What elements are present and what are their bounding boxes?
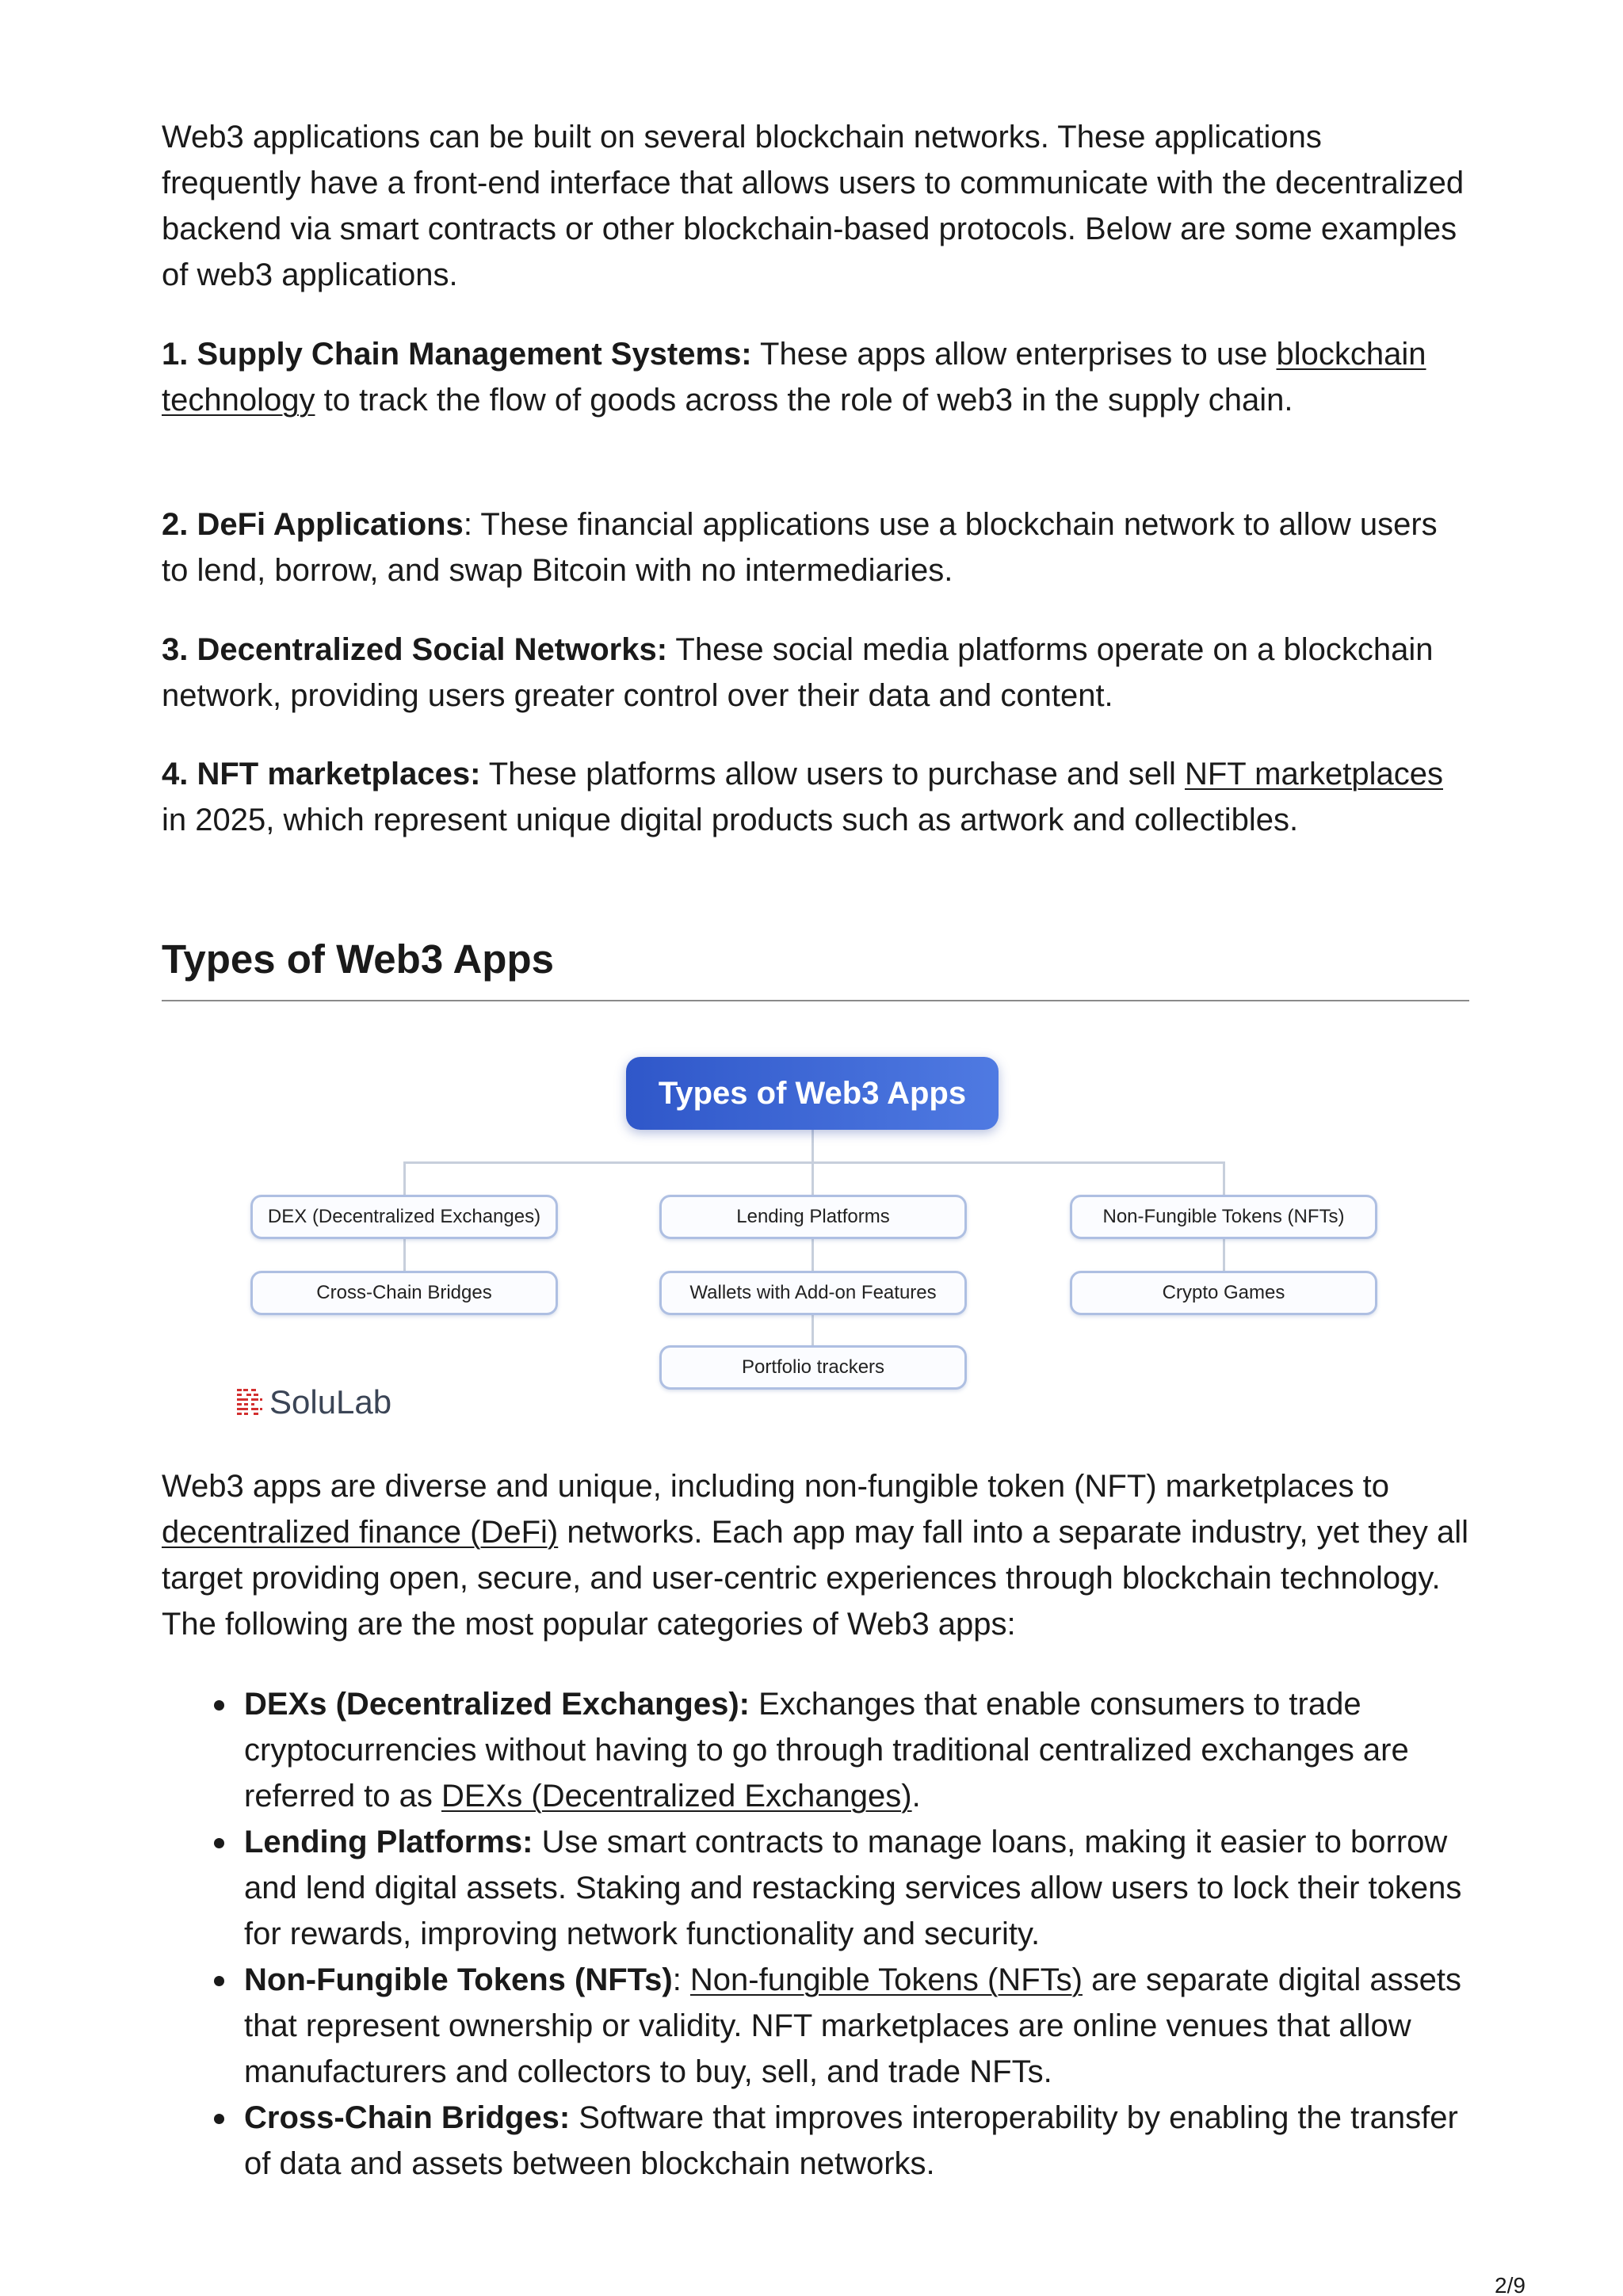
bullet-icon xyxy=(214,2114,224,2124)
example-title: 1. Supply Chain Management Systems: xyxy=(162,337,752,372)
node-nfts: Non-Fungible Tokens (NFTs) xyxy=(1070,1195,1377,1239)
bullet-icon xyxy=(214,1838,224,1848)
example-text: These apps allow enterprises to use xyxy=(751,337,1277,372)
node-portfolio-trackers: Portfolio trackers xyxy=(659,1345,967,1390)
example-text: in 2025, which represent unique digital products such as artwork and collectibles. xyxy=(162,803,1299,837)
category-title: Non-Fungible Tokens (NFTs) xyxy=(244,1962,673,1997)
dexs-link[interactable]: DEXs (Decentralized Exchanges) xyxy=(441,1779,912,1814)
list-item xyxy=(244,1957,1469,2095)
connector-line xyxy=(812,1315,814,1345)
example-text: : These financial applications use a blockchain network to allow users to lend, borrow, and swap Bitcoin with no intermediaries. xyxy=(162,507,1438,588)
paragraph-text: networks. Each app may fall into a separate industry, yet they all target providing open, secure, and user-centric experiences through blockchain technology. The following are the most popular categories of Web3 apps: xyxy=(162,1515,1468,1642)
nfts-link[interactable]: Non-fungible Tokens (NFTs) xyxy=(689,1962,1083,1997)
connector-line xyxy=(403,1161,1224,1164)
node-cross-chain-bridges: Cross-Chain Bridges xyxy=(250,1271,558,1315)
connector-line xyxy=(1223,1161,1225,1195)
solulab-logo xyxy=(236,1383,391,1421)
category-text: . xyxy=(911,1779,921,1814)
defi-link[interactable]: decentralized finance (DeFi) xyxy=(162,1515,559,1550)
category-text: Software that improves interoperability by enabling the transfer of data and assets between blockchain networks. xyxy=(244,2100,1458,2181)
category-title: Lending Platforms: xyxy=(244,1825,533,1859)
page-number: 2/9 xyxy=(1495,2273,1526,2296)
example-defi xyxy=(162,502,1469,593)
connector-line xyxy=(1223,1239,1225,1271)
node-wallets: Wallets with Add-on Features xyxy=(659,1271,967,1315)
blockchain-technology-link[interactable]: blockchain technology xyxy=(162,337,1426,418)
example-nft xyxy=(162,751,1469,843)
bullet-icon xyxy=(214,1700,224,1711)
paragraph-text: Web3 apps are diverse and unique, including non-fungible token (NFT) marketplaces to xyxy=(162,1469,1390,1504)
connector-line xyxy=(812,1239,814,1271)
list-item xyxy=(244,1819,1469,1957)
connector-line xyxy=(403,1239,406,1271)
diagram-root-node: Types of Web3 Apps xyxy=(626,1057,999,1130)
category-title: DEXs (Decentralized Exchanges): xyxy=(244,1687,750,1722)
section-heading: Types of Web3 Apps xyxy=(162,936,554,982)
heading-divider xyxy=(162,1000,1469,1001)
example-title: 4. NFT marketplaces: xyxy=(162,757,481,791)
intro-paragraph: Web3 applications can be built on several blockchain networks. These applications frequently have a front-end interface that allows users to communicate with the decentralized backend via smart contracts or other blockchain-based protocols. Below are some examples of web3 applications. xyxy=(162,120,1465,292)
category-text: Use smart contracts to manage loans, making it easier to borrow and lend digital assets. Staking and restacking services allow users to lock their tokens for rewards, improving network functionality and security. xyxy=(244,1825,1462,1951)
example-text: These platforms allow users to purchase and sell xyxy=(480,757,1185,791)
categories-intro-paragraph xyxy=(162,1463,1469,1647)
web3-app-types-diagram xyxy=(230,1051,1395,1431)
node-lending-platforms: Lending Platforms xyxy=(659,1195,967,1239)
example-social xyxy=(162,627,1469,719)
example-text: These social media platforms operate on a blockchain network, providing users greater control over their data and content. xyxy=(162,632,1434,713)
node-dex: DEX (Decentralized Exchanges) xyxy=(250,1195,558,1239)
example-supply-chain xyxy=(162,331,1469,423)
categories-list xyxy=(244,1681,1469,2187)
category-text: : xyxy=(672,1962,690,1997)
solulab-logo-icon xyxy=(236,1387,263,1417)
example-title: 2. DeFi Applications xyxy=(162,507,464,542)
node-crypto-games: Crypto Games xyxy=(1070,1271,1377,1315)
bullet-icon xyxy=(214,1976,224,1986)
category-title: Cross-Chain Bridges: xyxy=(244,2100,571,2135)
category-text: are separate digital assets that represent ownership or validity. NFT marketplaces are online venues that allow manufacturers and collectors to buy, sell, and trade NFTs. xyxy=(244,1962,1461,2089)
connector-line xyxy=(403,1161,406,1195)
category-text: Exchanges that enable consumers to trade cryptocurrencies without having to go through traditional centralized exchanges are referred to as xyxy=(244,1687,1409,1814)
list-item xyxy=(244,2095,1469,2187)
list-item xyxy=(244,1681,1469,1819)
example-text: to track the flow of goods across the role of web3 in the supply chain. xyxy=(315,383,1293,418)
example-title: 3. Decentralized Social Networks: xyxy=(162,632,668,667)
solulab-logo-text: SoluLab xyxy=(269,1383,392,1421)
nft-marketplaces-link[interactable]: NFT marketplaces xyxy=(1184,757,1443,791)
